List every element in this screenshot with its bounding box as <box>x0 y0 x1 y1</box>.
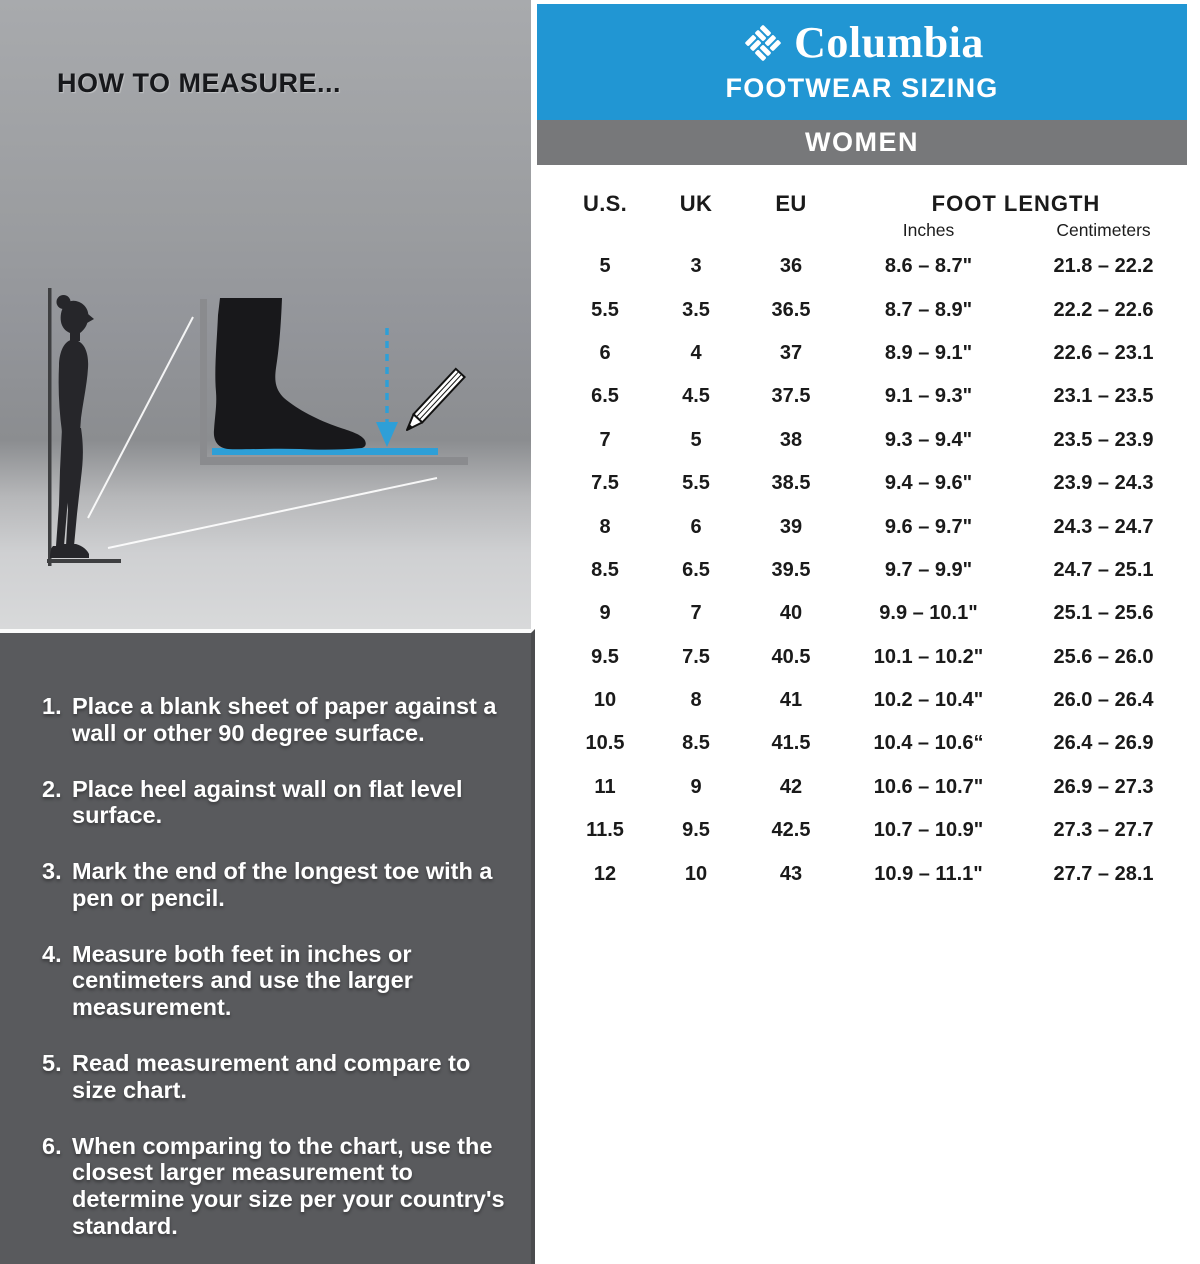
cell-inches: 10.2 – 10.4" <box>873 689 984 712</box>
cell-inches: 9.3 – 9.4" <box>884 428 973 451</box>
section-bar-women <box>537 120 1187 165</box>
cell-us: 6.5 <box>591 385 619 408</box>
cell-uk: 3.5 <box>682 298 710 321</box>
cell-centimeters: 23.5 – 23.9 <box>1053 428 1154 451</box>
cell-uk: 7 <box>690 602 702 625</box>
instruction-number: 4. <box>42 940 62 967</box>
cell-eu: 41 <box>779 689 803 712</box>
cell-eu: 37.5 <box>771 385 811 408</box>
table-row <box>559 636 1191 679</box>
table-row <box>559 592 1191 635</box>
cell-us: 8 <box>599 515 611 538</box>
down-arrow-icon <box>376 328 398 447</box>
cell-us: 7.5 <box>591 472 619 495</box>
cell-inches: 9.7 – 9.9" <box>884 558 973 581</box>
cell-us: 9.5 <box>591 645 619 668</box>
col-header-foot-length: FOOT LENGTH <box>931 191 1101 216</box>
table-row <box>559 766 1191 809</box>
brand-logo <box>740 20 984 66</box>
cell-eu: 41.5 <box>771 732 811 755</box>
cell-centimeters: 26.4 – 26.9 <box>1053 732 1154 755</box>
pencil-icon <box>403 369 465 434</box>
cell-centimeters: 24.3 – 24.7 <box>1053 515 1154 538</box>
instruction-number: 1. <box>42 693 62 719</box>
table-row <box>559 722 1191 765</box>
cell-inches: 8.9 – 9.1" <box>884 341 973 364</box>
col-header-uk: UK <box>679 191 713 216</box>
cell-inches: 10.6 – 10.7" <box>873 775 984 798</box>
cell-centimeters: 27.3 – 27.7 <box>1053 819 1154 842</box>
cell-inches: 10.4 – 10.6“ <box>873 732 984 755</box>
col-header-us: U.S. <box>583 191 627 216</box>
cell-uk: 9.5 <box>682 819 710 842</box>
table-row <box>559 462 1191 505</box>
instruction-number: 5. <box>42 1050 62 1077</box>
cell-uk: 6.5 <box>682 558 710 581</box>
foot-silhouette <box>214 298 366 450</box>
cell-inches: 9.4 – 9.6" <box>884 472 973 495</box>
instruction-text: Read measurement and compare to size chart. <box>72 1050 471 1103</box>
cell-uk: 9 <box>690 775 702 798</box>
table-row <box>559 288 1191 331</box>
table-row <box>559 245 1191 288</box>
cell-us: 10 <box>593 689 617 712</box>
table-row <box>559 332 1191 375</box>
table-row <box>559 419 1191 462</box>
cell-inches: 9.6 – 9.7" <box>884 515 973 538</box>
instruction-number: 6. <box>42 1132 62 1159</box>
cell-eu: 40 <box>779 602 803 625</box>
cell-centimeters: 25.6 – 26.0 <box>1053 645 1154 668</box>
cell-inches: 9.9 – 10.1" <box>879 602 978 625</box>
cell-eu: 38.5 <box>771 472 811 495</box>
cell-uk: 4.5 <box>682 385 710 408</box>
cell-us: 7 <box>599 428 611 451</box>
section-label: WOMEN <box>805 127 919 157</box>
cell-us: 11.5 <box>586 819 624 842</box>
person-silhouette <box>50 295 94 558</box>
cell-inches: 10.7 – 10.9" <box>873 819 984 842</box>
instruction-text: Place a blank sheet of paper against a wall or other 90 degree surface. <box>72 693 497 746</box>
cell-inches: 10.1 – 10.2" <box>873 645 984 668</box>
instruction-item <box>42 941 519 1021</box>
table-row <box>559 852 1191 895</box>
cell-us: 12 <box>593 862 617 885</box>
instruction-text: Mark the end of the longest toe with a pen or pencil. <box>72 858 493 911</box>
instructions-section <box>0 629 535 1264</box>
table-row <box>559 375 1191 418</box>
table-subheader-row <box>559 218 1191 242</box>
col-header-centimeters: Centimeters <box>1056 219 1151 240</box>
cell-centimeters: 26.0 – 26.4 <box>1053 689 1154 712</box>
cell-eu: 36 <box>779 255 803 278</box>
cell-centimeters: 22.2 – 22.6 <box>1053 298 1154 321</box>
table-header-row <box>559 190 1191 218</box>
cell-eu: 43 <box>779 862 803 885</box>
brand-name: Columbia <box>794 18 984 67</box>
cell-centimeters: 24.7 – 25.1 <box>1053 558 1154 581</box>
instruction-text: Place heel against wall on flat level surface. <box>72 775 463 829</box>
table-row <box>559 679 1191 722</box>
cell-centimeters: 27.7 – 28.1 <box>1053 862 1154 885</box>
cell-eu: 39 <box>779 515 803 538</box>
cell-inches: 9.1 – 9.3" <box>884 385 973 408</box>
brand-header <box>537 4 1187 120</box>
cell-eu: 36.5 <box>771 298 811 321</box>
cell-eu: 39.5 <box>771 558 811 581</box>
table-row <box>559 809 1191 852</box>
cell-us: 10.5 <box>585 732 625 755</box>
cell-centimeters: 25.1 – 25.6 <box>1053 602 1154 625</box>
instruction-number: 2. <box>42 775 62 802</box>
instruction-item <box>42 858 519 912</box>
cell-uk: 5 <box>690 428 702 451</box>
cell-eu: 42.5 <box>771 819 811 842</box>
cell-eu: 42 <box>779 775 803 798</box>
size-table-body <box>559 245 1191 896</box>
col-header-inches: Inches <box>902 219 955 240</box>
cell-inches: 8.7 – 8.9" <box>884 298 973 321</box>
cell-inches: 8.6 – 8.7" <box>884 255 973 278</box>
instruction-text: When comparing to the chart, use the closest larger measurement to determine your size per your country's standard. <box>72 1132 505 1239</box>
illustration-section <box>0 0 531 629</box>
table-row <box>559 505 1191 548</box>
cell-centimeters: 21.8 – 22.2 <box>1053 255 1154 278</box>
cell-us: 9 <box>599 602 611 625</box>
instruction-text: Measure both feet in inches or centimeters and use the larger measurement. <box>72 940 413 1021</box>
cell-eu: 37 <box>779 341 803 364</box>
cell-inches: 10.9 – 11.1" <box>874 862 983 885</box>
cell-uk: 5.5 <box>682 472 710 495</box>
cell-centimeters: 23.9 – 24.3 <box>1053 472 1154 495</box>
cell-uk: 6 <box>690 515 702 538</box>
cell-uk: 8.5 <box>682 732 710 755</box>
instruction-item <box>42 1050 519 1104</box>
instruction-item <box>42 776 519 830</box>
how-to-measure-heading: HOW TO MEASURE... <box>57 68 342 98</box>
cell-eu: 38 <box>779 428 803 451</box>
cell-uk: 8 <box>690 689 702 712</box>
cell-uk: 4 <box>690 341 702 364</box>
instruction-item <box>42 693 519 747</box>
instruction-number: 3. <box>42 858 62 885</box>
instruction-item <box>42 1133 519 1240</box>
size-table <box>559 190 1191 896</box>
cell-centimeters: 22.6 – 23.1 <box>1053 341 1154 364</box>
table-row <box>559 549 1191 592</box>
cell-us: 6 <box>599 341 611 364</box>
cell-centimeters: 26.9 – 27.3 <box>1053 775 1154 798</box>
cell-us: 5 <box>599 255 611 278</box>
cell-centimeters: 23.1 – 23.5 <box>1053 385 1154 408</box>
cell-us: 11 <box>594 775 616 798</box>
cell-uk: 7.5 <box>682 645 710 668</box>
columbia-diamond-icon <box>740 20 786 66</box>
cell-eu: 40.5 <box>771 645 811 668</box>
cell-uk: 3 <box>690 255 702 278</box>
cell-uk: 10 <box>684 862 708 885</box>
col-header-eu: EU <box>775 191 807 216</box>
cell-us: 8.5 <box>591 558 619 581</box>
measure-panel <box>0 0 531 1239</box>
cell-us: 5.5 <box>591 298 619 321</box>
page-title: FOOTWEAR SIZING <box>725 73 999 103</box>
